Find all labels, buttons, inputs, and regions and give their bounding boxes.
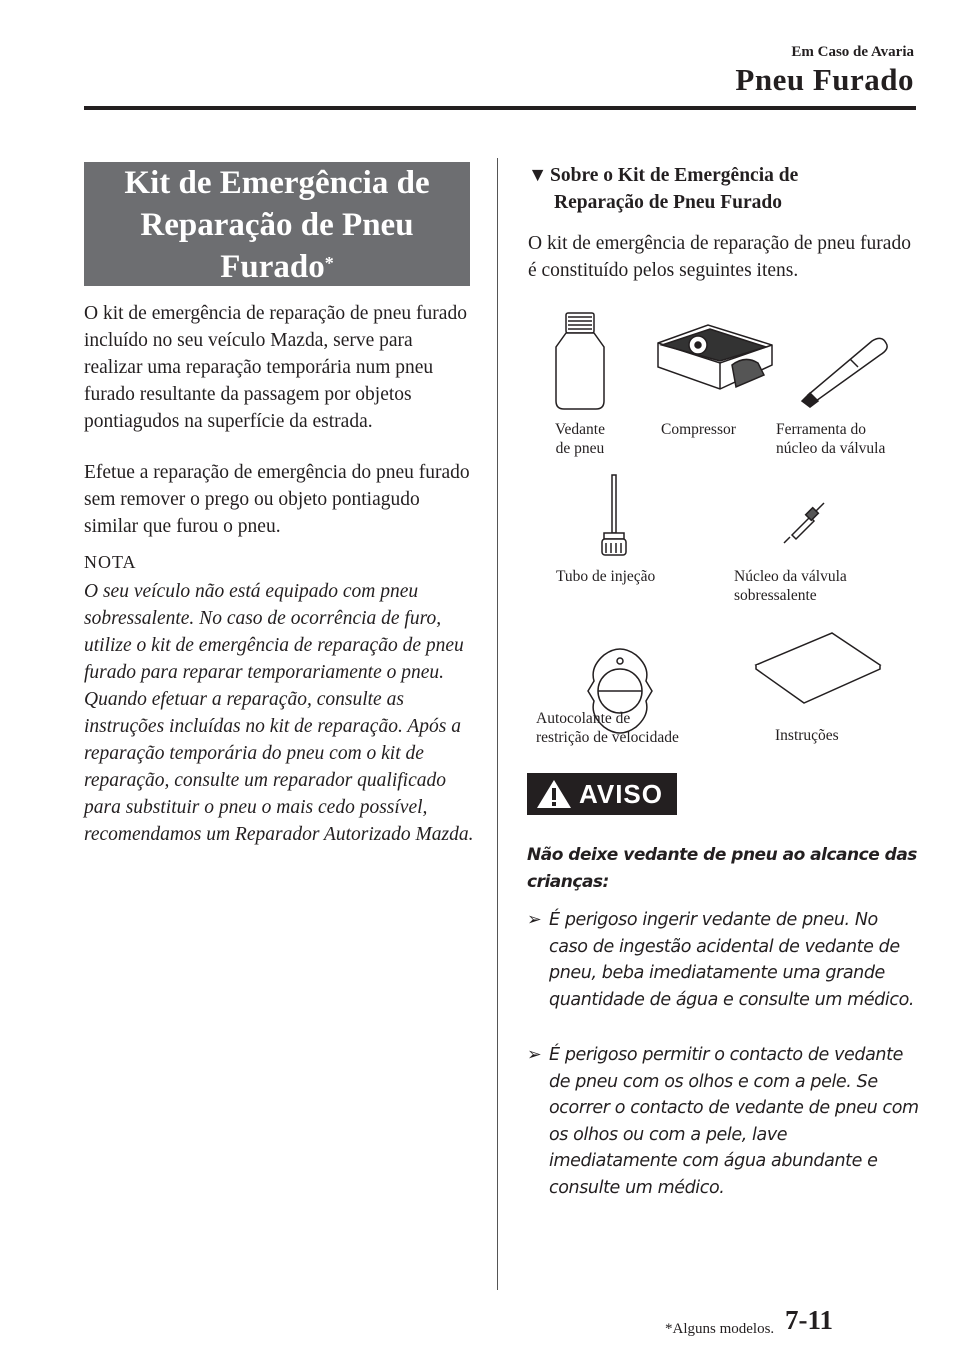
label-valve-tool-line-1: Ferramenta do — [776, 421, 866, 438]
compressor-icon — [658, 325, 772, 389]
label-spare-valve-core — [734, 567, 847, 605]
kit-intro-paragraph: O kit de emergência de reparação de pneu furado é constituído pelos seguintes itens. — [528, 233, 911, 281]
warning-bullet-2-text: É perigoso permitir o contacto de vedante de pneu com os olhos e com a pele. Se ocorrer o contacto de vedante de pneu com os olhos ou com a pele, lave imediatamente com água abundante e consulte um médico. — [549, 1045, 919, 1198]
bullet-arrow-icon: ➢ — [527, 910, 542, 930]
header-rule — [84, 106, 916, 110]
title-line-3-text: Furado — [220, 249, 325, 285]
label-spare-valve-core-line-2: sobressalente — [734, 587, 817, 604]
warning-label: AVISO — [579, 779, 663, 809]
spare-valve-core-icon — [784, 503, 824, 543]
title-line-3 — [84, 246, 470, 288]
label-compressor — [661, 420, 736, 439]
injection-tube-icon — [602, 475, 626, 555]
section-header: Em Caso de Avaria — [791, 44, 914, 60]
label-sealant-line-1: Vedante — [555, 421, 605, 438]
title-asterisk: * — [324, 253, 334, 273]
subtitle-line-2: Reparação de Pneu Furado — [554, 192, 783, 213]
triangle-marker-icon: ▼ — [528, 165, 548, 186]
note-text: O seu veículo não está equipado com pneu sobressalente. No caso de ocorrência de furo, utilize o kit de emergência de reparação de pneu furado para reparar temporariamente o pneu. Quando efetuar a reparação, consulte as instruções incluídas no kit de reparação. Após a reparação temporária do pneu com o kit de reparação, consulte um reparador qualificado para substituir o pneu o mais cedo possível, recomendamos um Reparador Autorizado Mazda. — [84, 581, 474, 845]
valve-core-tool-icon — [802, 338, 887, 407]
label-injection-tube-line-1: Tubo de injeção — [556, 568, 656, 585]
warning-badge — [527, 773, 677, 815]
sealant-bottle-icon — [556, 313, 604, 409]
label-instructions-line-1: Instruções — [775, 727, 839, 744]
warning-bullet-1 — [527, 907, 919, 1013]
label-compressor-line-1: Compressor — [661, 421, 736, 438]
label-valve-tool-line-2: núcleo da válvula — [776, 440, 886, 457]
footnote: *Alguns modelos. — [665, 1321, 775, 1337]
bullet-arrow-icon: ➢ — [527, 1045, 542, 1065]
label-speed-sticker — [536, 709, 679, 747]
label-instructions — [775, 726, 839, 745]
label-spare-valve-core-line-1: Núcleo da válvula — [734, 568, 847, 585]
label-sealant — [530, 420, 630, 458]
warning-heading: Não deixe vedante de pneu ao alcance das crianças: — [527, 845, 917, 892]
chapter-header: Pneu Furado — [735, 62, 914, 97]
label-injection-tube — [556, 567, 655, 586]
label-sealant-line-2: de pneu — [555, 440, 605, 457]
title-line-2: Reparação de Pneu — [140, 207, 414, 243]
note-label: NOTA — [84, 552, 137, 572]
instruction-paragraph: Efetue a reparação de emergência do pneu furado sem remover o prego ou objeto pontiagudo similar que furou o pneu. — [84, 462, 470, 537]
intro-paragraph: O kit de emergência de reparação de pneu furado incluído no seu veículo Mazda, serve para realizar uma reparação temporária num pneu furado resultante da passagem por objetos pontiagudos na superfície da estrada. — [84, 303, 467, 432]
warning-bullet-1-text: É perigoso ingerir vedante de pneu. No caso de ingestão acidental de vedante de pneu, beba imediatamente uma grande quantidade de água e consulte um médico. — [549, 910, 915, 1010]
warning-triangle-icon — [535, 778, 573, 810]
subtitle-line-1: Sobre o Kit de Emergência de — [550, 165, 799, 186]
column-divider — [497, 158, 498, 1290]
label-valve-tool — [776, 420, 885, 458]
warning-bullet-2 — [527, 1042, 919, 1201]
page-number: 7-11 — [785, 1305, 834, 1335]
title-line-1: Kit de Emergência de — [124, 165, 430, 201]
kit-illustrations — [540, 305, 920, 765]
label-speed-sticker-line-1: Autocolante de — [536, 710, 631, 727]
section-title-box — [84, 162, 470, 286]
instructions-booklet-icon — [756, 633, 880, 703]
label-speed-sticker-line-2: restrição de velocidade — [536, 729, 679, 746]
subsection-title — [528, 162, 918, 216]
